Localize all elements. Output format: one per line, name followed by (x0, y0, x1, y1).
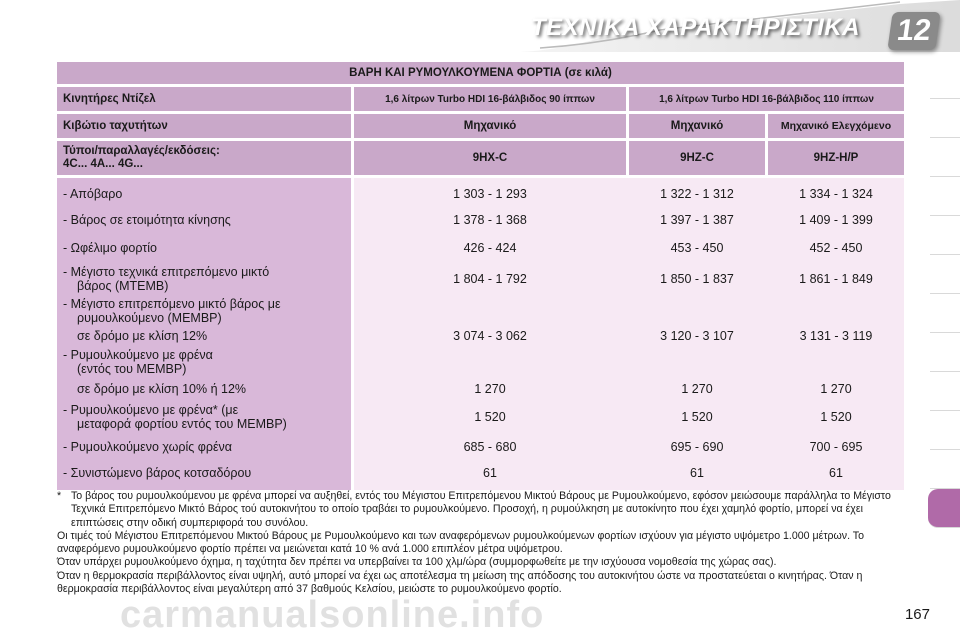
header-col: 1,6 λίτρων Turbo HDI 16-βάλβιδος 90 ίππων (354, 87, 626, 111)
weights-table (57, 62, 904, 490)
side-tab[interactable] (930, 411, 960, 450)
table-caption: ΒΑΡΗ ΚΑΙ ΡΥΜΟΥΛΚΟΥΜΕΝΑ ΦΟΡΤΙΑ (σε κιλά) (57, 62, 904, 84)
values-area (354, 178, 904, 490)
table-row: 61 61 61 (483, 466, 843, 480)
side-tab[interactable] (930, 216, 960, 255)
row-label: σε δρόμο με κλίση 10% ή 12% (77, 382, 247, 396)
side-tab[interactable] (930, 372, 960, 411)
table-body (57, 178, 904, 490)
table-row: 1 804 - 1 792 1 850 - 1 837 1 861 - 1 849 (453, 272, 873, 286)
table-row: 3 074 - 3 062 3 120 - 3 107 3 131 - 3 119 (453, 329, 873, 343)
table-row: 1 303 - 1 293 1 322 - 1 312 1 334 - 1 324 (453, 187, 873, 201)
header-col: Μηχανικό (629, 114, 765, 138)
row-label: - Μέγιστο τεχνικά επιτρεπόμενο μικτό βάρος (MTEMB) (63, 265, 270, 293)
table-row: 1 520 1 520 1 520 (474, 410, 852, 424)
side-tab[interactable] (930, 333, 960, 372)
header-col: Μηχανικό (354, 114, 626, 138)
side-tab-active[interactable] (928, 489, 960, 528)
row-label: - Ρυμουλκούμενο με φρένα (εντός του MEMBP) (63, 348, 213, 376)
side-tab[interactable] (930, 138, 960, 177)
side-tab[interactable] (930, 99, 960, 138)
header-col: Μηχανικό Ελεγχόμενο (768, 114, 904, 138)
header-label: Τύποι/παραλλαγές/εκδόσεις: 4C... 4A... 4G... (57, 141, 351, 175)
side-tab[interactable] (930, 255, 960, 294)
header-band (0, 0, 960, 52)
row-label: - Απόβαρο (63, 187, 123, 201)
table-row: 1 378 - 1 368 1 397 - 1 387 1 409 - 1 399 (453, 213, 873, 227)
footnote-star: * Το βάρος του ρυμουλκούμενου με φρένα μπορεί να αυξηθεί, εντός του Μέγιστου Επιτρεπόμενου Μικτού Βάρους με Ρυμουλκούμενο, εφόσον μειώσουμε παράλληλα το Μέγιστο Τεχνικά Επιτρεπόμενο Μικτό Βάρος τού αυτοκινήτου το οποίο τραβάει το ρυμουλκούμενο. Προσοχή, η ρυμούλκηση με αυτοκίνητο που έχει χαμηλό φορτίο, μπορεί να έχει επιπτώσεις στην οδική συμπεριφορά του συνόλου. (57, 490, 891, 529)
row-label: σε δρόμο με κλίση 12% (77, 329, 208, 343)
row-label: - Συνιστώμενο βάρος κοτσαδόρου (63, 466, 252, 480)
row-label: - Ωφέλιμο φορτίο (63, 241, 157, 255)
header-col: 1,6 λίτρων Turbo HDI 16-βάλβιδος 110 ίππων (629, 87, 904, 111)
chapter-title: ΤΕΧΝΙΚΑ ΧΑΡΑΚΤΗΡΙΣΤΙΚΑ (530, 14, 860, 41)
row-label: - Μέγιστο επιτρεπόμενο μικτό βάρος με ρυμουλκούμενο (MEMBP) (63, 297, 281, 325)
row-label: - Ρυμουλκούμενο με φρένα* (με μεταφορά φορτίου εντός του MEMBP) (63, 403, 287, 431)
header-col: 9HZ-H/P (768, 141, 904, 175)
header-row-types (57, 141, 904, 175)
side-tabs (930, 60, 960, 528)
header-label: Κιβώτιο ταχυτήτων (57, 114, 351, 138)
side-tab[interactable] (930, 177, 960, 216)
values-rows (354, 178, 904, 490)
table-row (354, 346, 904, 378)
table-row (354, 296, 904, 326)
side-tab[interactable] (930, 450, 960, 489)
table-row: 1 270 1 270 1 270 (474, 382, 852, 396)
header-col: 9HZ-C (629, 141, 765, 175)
header-label: Κινητήρες Ντίζελ (57, 87, 351, 111)
table-row: 685 - 680 695 - 690 700 - 695 (463, 440, 863, 454)
page-number: 167 (904, 606, 930, 623)
header-row-gearbox (57, 114, 904, 138)
footnote-paragraph: Όταν υπάρχει ρυμουλκούμενο όχημα, η ταχύτητα δεν πρέπει να υπερβαίνει τα 100 χλμ/ώρα (συμμορφωθείτε με την ισχύουσα νομοθεσία της χώρας σας). (57, 556, 777, 569)
side-tab[interactable] (930, 294, 960, 333)
header-col: 9HX-C (354, 141, 626, 175)
footnotes (57, 490, 907, 596)
chapter-number: 12 (887, 12, 940, 50)
row-labels-column (57, 178, 351, 490)
side-tab[interactable] (930, 60, 960, 99)
header-row-engines (57, 87, 904, 111)
footnote-paragraph: Οι τιμές τού Μέγιστου Επιτρεπόμενου Μικτού Βάρους με Ρυμουλκούμενο και των αναφερόμενων ρυμουλκούμενων φορτίων ισχύουν για μέγιστο υψόμετρο 1.000 μέτρων. Το αναφερόμενο ρυμουλκούμενο φορτίο πρέπει να μειώνεται κατά 10 % ανά 1.000 επιπλέον μέτρα υψόμετρου. (57, 529, 864, 556)
table-row: 426 - 424 453 - 450 452 - 450 (463, 241, 863, 255)
footnote-paragraph: Όταν η θερμοκρασία περιβάλλοντος είναι υψηλή, αυτό μπορεί να έχει ως αποτέλεσμα τη μείωση της απόδοσης του αυτοκινήτου ώστε να προστατεύεται ο κινητήρας. Όταν η θερμοκρασία περιβάλλοντος είναι μεγαλύτερη από 37 βαθμούς Κελσίου, μειώστε το ρυμουλκούμενο φορτίο. (57, 569, 863, 596)
watermark: carmanualsonline.info (120, 594, 545, 636)
row-label: - Βάρος σε ετοιμότητα κίνησης (63, 213, 231, 227)
row-label: - Ρυμουλκούμενο χωρίς φρένα (63, 440, 233, 454)
